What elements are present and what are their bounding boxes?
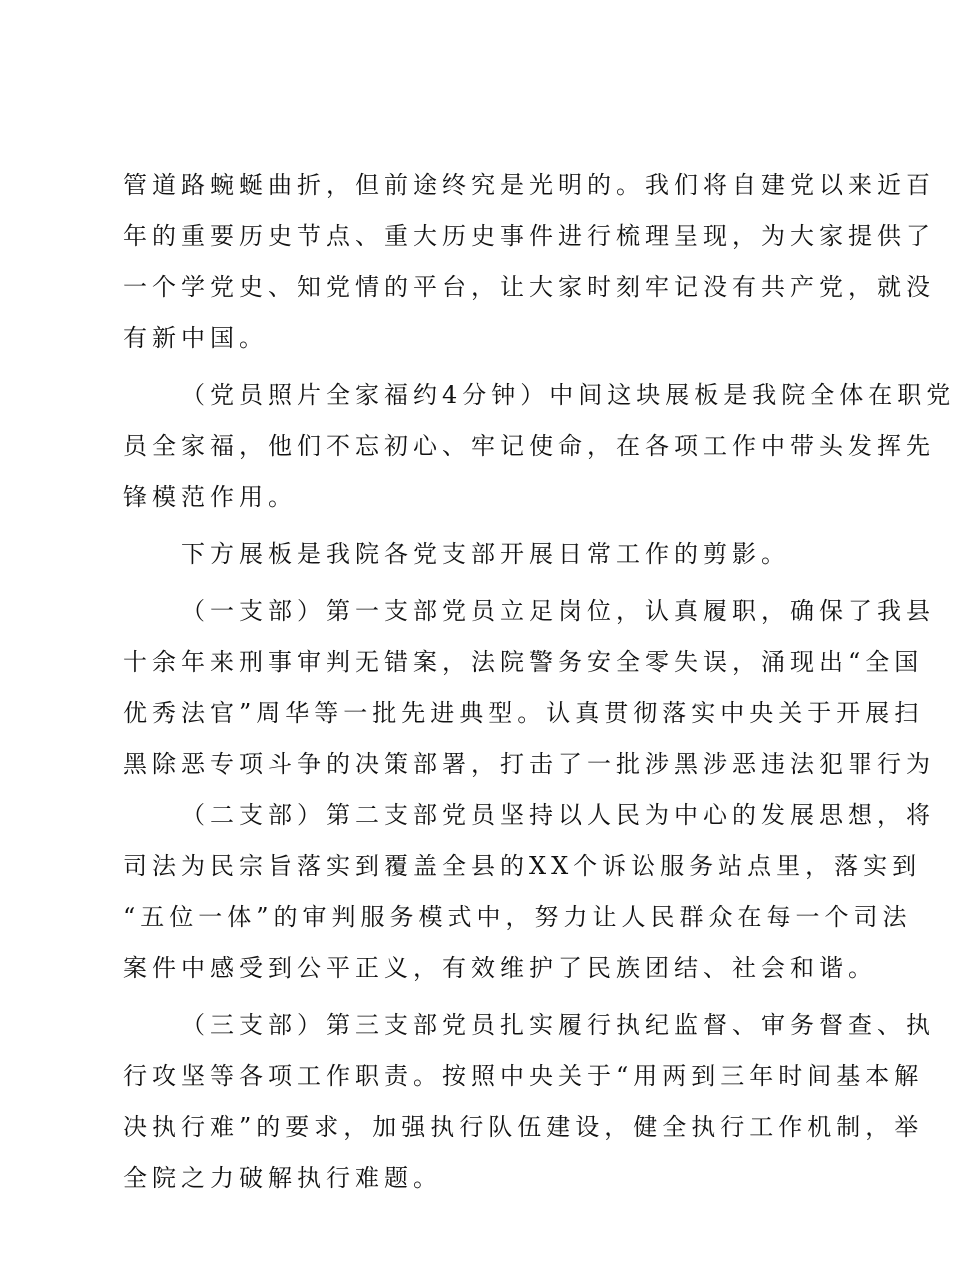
text-line: 案件中感受到公平正义，有效维护了民族团结、社会和谐。 <box>123 954 877 982</box>
text-line: 全院之力破解执行难题。 <box>123 1164 442 1192</box>
text-line: 司法为民宗旨落实到覆盖全县的XX个诉讼服务站点里，落实到 <box>123 852 922 880</box>
text-line: 优秀法官”周华等一批先进典型。认真贯彻落实中央关于开展扫 <box>123 699 924 727</box>
text-line: 十余年来刑事审判无错案，法院警务安全零失误，涌现出“全国 <box>123 648 924 676</box>
text-line: 黑除恶专项斗争的决策部署，打击了一批涉黑涉恶违法犯罪行为 <box>123 750 935 778</box>
text-line: 行攻坚等各项工作职责。按照中央关于“用两到三年时间基本解 <box>123 1062 924 1090</box>
text-line: 年的重要历史节点、重大历史事件进行梳理呈现，为大家提供了 <box>123 222 935 250</box>
text-line: 员全家福，他们不忘初心、牢记使命，在各项工作中带头发挥先 <box>123 432 935 460</box>
document-body <box>123 160 955 1204</box>
text-line: 管道路蜿蜒曲折，但前途终究是光明的。我们将自建党以来近百 <box>123 171 935 199</box>
text-line: 一个学党史、知党情的平台，让大家时刻牢记没有共产党，就没 <box>123 273 935 301</box>
paragraph-start-line: （三支部）第三支部党员扎实履行执纪监督、审务督查、执 <box>181 1011 935 1039</box>
text-line: “五位一体”的审判服务模式中，努力让人民群众在每一个司法 <box>123 903 912 931</box>
text-line: 锋模范作用。 <box>123 483 297 511</box>
text-line: 有新中国。 <box>123 324 268 352</box>
paragraph-start-line: （一支部）第一支部党员立足岗位，认真履职，确保了我县 <box>181 597 935 625</box>
paragraph-start-line: （党员照片全家福约4分钟）中间这块展板是我院全体在职党 <box>181 381 955 409</box>
paragraph-start-line: （二支部）第二支部党员坚持以人民为中心的发展思想，将 <box>181 801 935 829</box>
paragraph-start-line: 下方展板是我院各党支部开展日常工作的剪影。 <box>181 540 790 568</box>
text-line: 决执行难”的要求，加强执行队伍建设，健全执行工作机制，举 <box>123 1113 924 1141</box>
